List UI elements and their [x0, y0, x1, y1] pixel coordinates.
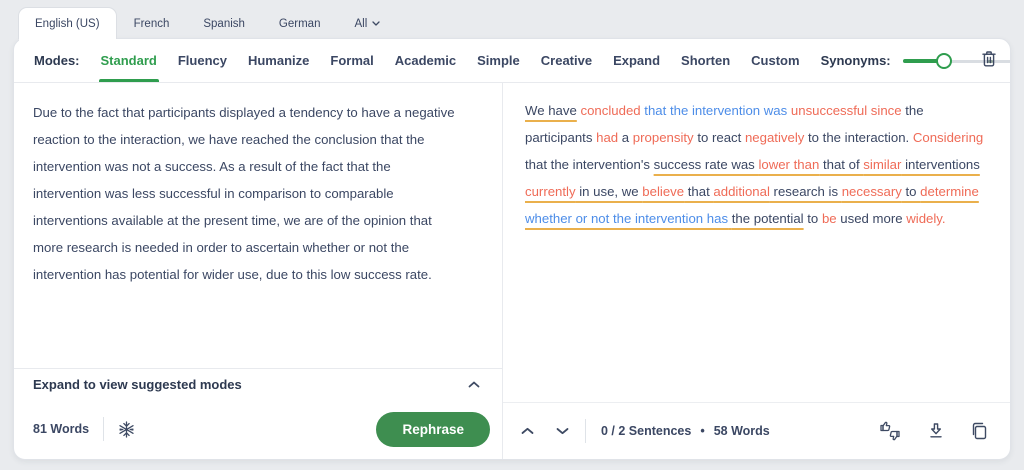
expand-suggested-modes-row[interactable] — [14, 368, 502, 399]
expand-suggested-modes-label: Expand to view suggested modes — [33, 376, 242, 392]
output-segment[interactable]: Considering — [912, 130, 984, 145]
output-segment[interactable]: unsuccessful since — [790, 103, 902, 118]
collapse-chevron-up-icon[interactable] — [468, 381, 480, 388]
language-tab-french[interactable] — [117, 7, 187, 39]
copy-icon[interactable] — [971, 422, 988, 440]
output-panel — [503, 83, 1010, 459]
mode-tab-shorten[interactable]: Shorten — [681, 53, 731, 68]
output-segment[interactable]: to — [901, 184, 921, 199]
output-tools — [879, 421, 988, 441]
mode-tab-custom[interactable]: Custom — [751, 53, 800, 68]
output-segment[interactable]: success rate was — [653, 157, 759, 172]
mode-tab-formal[interactable]: Formal — [330, 53, 374, 68]
language-tab-all[interactable] — [337, 7, 397, 39]
rephrase-button[interactable]: Rephrase — [376, 412, 490, 447]
output-segment[interactable]: that the intervention's — [525, 157, 654, 172]
mode-tab-academic[interactable]: Academic — [394, 53, 457, 68]
output-segment[interactable]: currently — [525, 184, 576, 199]
output-segment[interactable]: the participants — [525, 103, 924, 145]
output-segment[interactable]: necessary — [841, 184, 902, 199]
output-segment[interactable]: to react — [693, 130, 745, 145]
output-stats — [601, 424, 770, 438]
feedback-thumbs-icon[interactable] — [879, 421, 901, 441]
output-segment[interactable]: similar — [863, 157, 902, 172]
output-word-count: 58 Words — [713, 424, 770, 438]
download-icon[interactable] — [928, 422, 944, 440]
language-tab-label: French — [133, 17, 170, 30]
divider — [103, 417, 104, 441]
stats-separator: • — [700, 424, 705, 438]
mode-tab-humanize[interactable]: Humanize — [247, 53, 310, 68]
output-segment[interactable]: used more — [836, 211, 907, 226]
output-segment[interactable]: propensity — [632, 130, 694, 145]
output-segment[interactable]: be — [821, 211, 837, 226]
output-segment[interactable]: had — [596, 130, 619, 145]
mode-tab-standard[interactable]: Standard — [101, 39, 157, 82]
output-segment[interactable]: to — [803, 211, 822, 226]
output-segment[interactable]: a — [618, 130, 633, 145]
output-segment[interactable]: concluded — [580, 103, 641, 118]
input-action-bar — [14, 399, 502, 459]
modes-bar — [14, 39, 1010, 83]
output-segment[interactable]: that — [684, 184, 714, 199]
output-segment[interactable]: negatively — [744, 130, 805, 145]
sentence-count: 0 / 2 Sentences — [601, 424, 692, 438]
language-tab-english-us[interactable] — [18, 7, 117, 39]
output-segment[interactable]: in use, we — [575, 184, 643, 199]
output-text — [503, 83, 1010, 402]
slider-knob[interactable] — [936, 53, 952, 69]
synonyms-label: Synonyms: — [820, 53, 891, 68]
output-segment[interactable]: research is — [769, 184, 842, 199]
language-tab-german[interactable] — [262, 7, 338, 39]
trash-icon[interactable] — [980, 49, 998, 69]
output-segment[interactable]: believe — [642, 184, 685, 199]
paraphraser-card — [13, 38, 1011, 460]
divider — [585, 419, 586, 443]
output-segment[interactable]: widely. — [906, 211, 946, 226]
mode-tab-expand[interactable]: Expand — [613, 53, 661, 68]
output-segment[interactable]: interventions — [901, 157, 980, 172]
next-sentence-chevron-down-icon[interactable] — [556, 427, 569, 435]
all-dropdown-chevron-icon — [372, 21, 380, 26]
mode-tab-fluency[interactable]: Fluency — [177, 53, 227, 68]
input-word-count: 81 Words — [33, 422, 90, 436]
language-tab-label: Spanish — [203, 17, 245, 30]
mode-tab-creative[interactable]: Creative — [540, 53, 593, 68]
output-segment[interactable]: that of — [819, 157, 864, 172]
snowflake-freeze-icon[interactable] — [118, 421, 135, 438]
output-segment[interactable]: lower than — [758, 157, 820, 172]
sentence-nav — [521, 427, 585, 435]
mode-tab-simple[interactable]: Simple — [477, 53, 520, 68]
output-segment[interactable]: We have — [525, 103, 577, 118]
output-action-bar — [503, 402, 1010, 459]
input-text[interactable]: Due to the fact that participants displayed a tendency to have a negative reaction to the interaction, we have reached the conclusion that the intervention was not a success. As a result of the fact that the intervention was less successful in comparison to comparable interventions available at the present time, we are of the opinion that more research is needed in order to ascertain whether or not the intervention has potential for wider use, due to this low success rate. — [33, 105, 455, 282]
language-tab-label: German — [278, 17, 321, 30]
output-segment[interactable]: whether or not the intervention has — [525, 211, 729, 226]
language-tab-label: English (US) — [35, 17, 100, 30]
modes-label: Modes: — [34, 53, 80, 68]
language-tab-label: All — [354, 17, 368, 30]
output-segment[interactable]: additional — [713, 184, 770, 199]
output-segment[interactable]: that the intervention was — [644, 103, 788, 118]
prev-sentence-chevron-up-icon[interactable] — [521, 427, 534, 435]
panels-container — [14, 83, 1010, 459]
output-segment[interactable]: to the interaction. — [804, 130, 913, 145]
language-tab-spanish[interactable] — [186, 7, 262, 39]
output-segment[interactable]: the potential — [731, 211, 804, 226]
output-segment[interactable]: determine — [920, 184, 979, 199]
language-tab-bar — [18, 7, 397, 39]
input-panel — [14, 83, 503, 459]
